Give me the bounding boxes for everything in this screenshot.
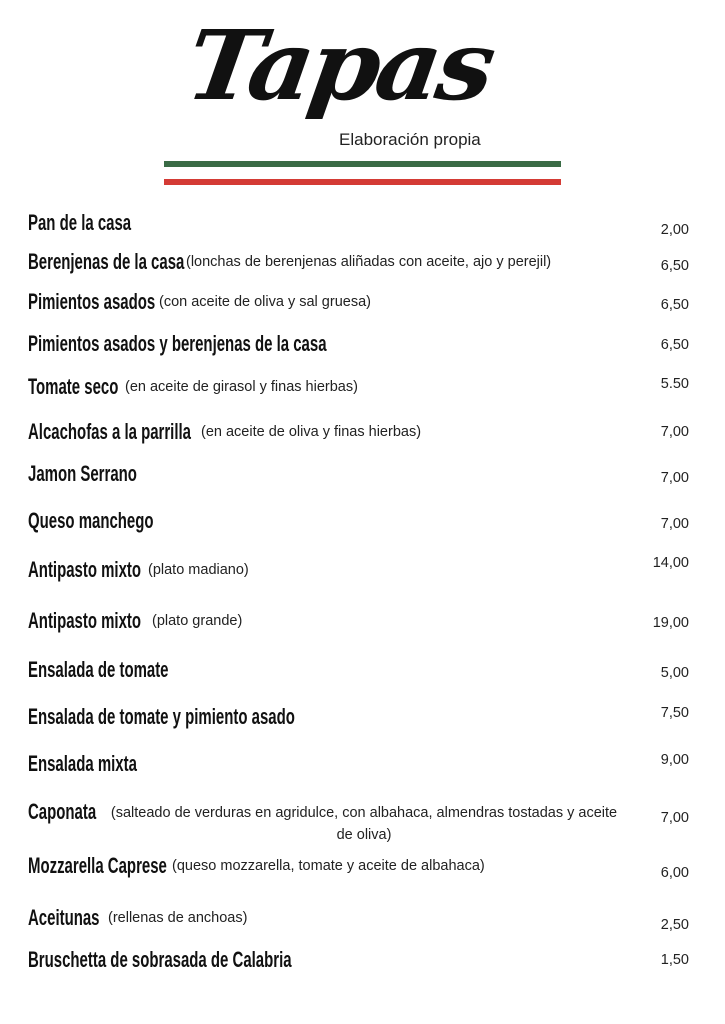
item-price: 9,00	[660, 752, 689, 768]
item-name: Pimientos asados y berenjenas de la casa	[28, 331, 327, 356]
menu-item	[0, 751, 725, 776]
item-name: Queso manchego	[28, 508, 154, 533]
menu-subtitle: Elaboración propia	[339, 130, 481, 149]
item-price: 14,00	[652, 555, 689, 571]
menu-item	[0, 947, 725, 972]
item-description: (rellenas de anchoas)	[108, 910, 248, 926]
item-price: 2,00	[660, 222, 689, 238]
menu-item	[0, 210, 725, 238]
item-name: Aceitunas	[28, 905, 100, 930]
item-name: Alcachofas a la parrilla	[28, 419, 191, 444]
item-price: 7,00	[660, 516, 689, 532]
item-name: Pan de la casa	[28, 210, 132, 235]
item-price: 6,50	[660, 297, 689, 313]
item-price: 6,50	[660, 258, 689, 274]
item-price: 7,00	[660, 470, 689, 486]
item-description: (salteado de verduras en agridulce, con albahaca, almendras tostadas y aceite de oliva)	[110, 805, 618, 843]
menu-item	[0, 249, 725, 274]
menu-item	[0, 799, 725, 843]
item-description: (en aceite de oliva y finas hierbas)	[201, 424, 422, 440]
item-description: (en aceite de girasol y finas hierbas)	[125, 379, 358, 395]
item-price: 5.50	[660, 376, 689, 392]
menu-item	[0, 461, 725, 486]
menu-item	[0, 508, 725, 533]
menu-item	[0, 704, 725, 729]
menu-item	[0, 657, 725, 682]
menu-item	[0, 419, 725, 444]
item-name: Antipasto mixto	[28, 557, 142, 582]
item-name: Berenjenas de la casa	[28, 249, 185, 274]
item-price: 7,00	[660, 424, 689, 440]
menu-item	[0, 853, 725, 881]
item-name: Bruschetta de sobrasada de Calabria	[28, 947, 292, 972]
item-price: 5,00	[660, 665, 689, 681]
item-price: 7,00	[660, 810, 689, 826]
item-description: (plato madiano)	[148, 562, 249, 578]
item-description: (queso mozzarella, tomate y aceite de albahaca)	[172, 858, 485, 874]
green-stripe	[164, 161, 561, 167]
item-name: Pimientos asados	[28, 289, 156, 314]
item-price: 19,00	[652, 615, 689, 631]
item-name: Mozzarella Caprese	[28, 853, 167, 878]
item-price: 1,50	[660, 952, 689, 968]
item-price: 6,00	[660, 865, 689, 881]
red-stripe	[164, 179, 561, 185]
menu-item	[0, 374, 725, 399]
item-name: Jamon Serrano	[28, 461, 137, 486]
menu-item	[0, 608, 725, 633]
menu-item	[0, 905, 725, 933]
item-name: Ensalada de tomate y pimiento asado	[28, 704, 295, 729]
item-price: 6,50	[660, 337, 689, 353]
item-name: Ensalada de tomate	[28, 657, 169, 682]
item-name: Caponata	[28, 799, 97, 824]
item-name: Ensalada mixta	[28, 751, 137, 776]
item-description: (plato grande)	[152, 613, 243, 629]
menu-item	[0, 555, 725, 582]
item-name: Antipasto mixto	[28, 608, 142, 633]
menu-item	[0, 289, 725, 314]
item-description: (con aceite de oliva y sal gruesa)	[159, 294, 371, 310]
item-name: Tomate seco	[28, 374, 119, 399]
menu-item	[0, 331, 725, 356]
item-price: 2,50	[660, 917, 689, 933]
menu-title: Tapas	[179, 9, 499, 122]
item-price: 7,50	[660, 705, 689, 721]
item-description: (lonchas de berenjenas aliñadas con aceite, ajo y perejil)	[186, 254, 552, 270]
